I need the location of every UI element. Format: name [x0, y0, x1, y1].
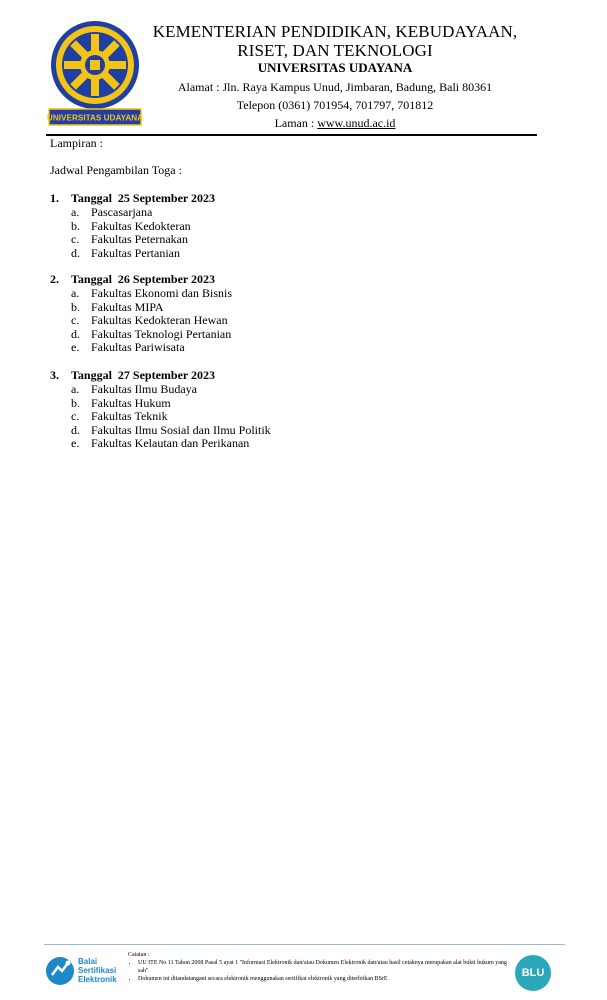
item-text: Fakultas Teknik	[91, 409, 168, 423]
section-title: Tanggal 25 September 2023	[71, 191, 216, 205]
section-title: Tanggal 26 September 2023	[71, 272, 216, 286]
schedule-heading: Jadwal Pengambilan Toga :	[50, 163, 182, 177]
phone: Telepon (0361) 701954, 701797, 701812	[236, 98, 434, 112]
item-letter: e.	[71, 340, 80, 354]
item-text: Fakultas Ilmu Sosial dan Ilmu Politik	[91, 422, 271, 437]
section-number: 2.	[50, 272, 59, 286]
ministry-line-1: KEMENTERIAN PENDIDIKAN, KEBUDAYAAN,	[152, 22, 518, 41]
section-number: 3.	[50, 368, 59, 382]
item-letter: b.	[71, 299, 80, 314]
item-letter: b.	[71, 218, 80, 233]
website-link[interactable]: www.unud.ac.id	[317, 116, 396, 130]
item-letter: a.	[71, 286, 80, 300]
item-letter: d.	[71, 326, 80, 341]
item-letter: a.	[71, 382, 80, 396]
bsre-line-2: Sertifikasi	[78, 966, 117, 975]
footer-rule	[44, 944, 565, 945]
item-text: Fakultas Peternakan	[91, 232, 188, 246]
item-text: Fakultas Ekonomi dan Bisnis	[91, 286, 232, 300]
blu-badge: BLU	[515, 955, 551, 991]
item-letter: e.	[71, 436, 80, 450]
item-text: Fakultas MIPA	[91, 299, 164, 314]
item-text: Fakultas Kelautan dan Perikanan	[91, 436, 250, 450]
item-text: Fakultas Ilmu Budaya	[91, 382, 197, 396]
item-text: Fakultas Pariwisata	[91, 340, 185, 354]
item-text: Fakultas Kedokteran Hewan	[91, 313, 228, 327]
notes-title: Catatan :	[128, 952, 150, 958]
bsre-emblem-icon	[44, 955, 76, 987]
item-letter: d.	[71, 422, 80, 437]
note-item: • UU ITE No 11 Tahun 2008 Pasal 5 ayat 1 "Informasi Elektronik dan/atau Dokumen Elektronik dan/atau hasil cetaknya merupakan alat bukti hukum yang sah"	[138, 959, 518, 975]
item-letter: b.	[71, 395, 80, 410]
item-letter: c.	[71, 232, 80, 246]
item-text: Fakultas Hukum	[91, 395, 171, 410]
item-letter: d.	[71, 245, 80, 260]
letterhead-rule	[46, 134, 537, 136]
footer-notes	[128, 951, 518, 983]
note-item: • Dokumen ini ditandatangani secara elektronik menggunakan sertifikat elektronik yang diterbitkan BSrE	[138, 975, 518, 983]
item-text: Fakultas Teknologi Pertanian	[91, 326, 232, 341]
item-letter: c.	[71, 313, 80, 327]
item-letter: c.	[71, 409, 80, 423]
section-title: Tanggal 27 September 2023	[71, 368, 216, 382]
bsre-line-1: Balai	[78, 957, 98, 966]
section-number: 1.	[50, 191, 59, 205]
ministry-line-2: RISET, DAN TEKNOLOGI	[237, 41, 433, 60]
university-name: UNIVERSITAS UDAYANA	[257, 60, 413, 75]
item-text: Fakultas Pertanian	[91, 245, 180, 260]
attachment-label: Lampiran :	[50, 136, 103, 150]
website-label: Laman :	[274, 116, 318, 130]
item-letter: a.	[71, 205, 80, 219]
website-line	[130, 116, 540, 131]
bsre-wordmark	[78, 957, 117, 984]
logo-text: UNIVERSITAS UDAYANA	[46, 113, 144, 123]
address: Alamat : Jln. Raya Kampus Unud, Jimbaran, Badung, Bali 80361	[177, 80, 493, 94]
item-text: Fakultas Kedokteran	[91, 218, 191, 233]
item-text: Pascasarjana	[91, 205, 153, 219]
bsre-line-3: Elektronik	[78, 975, 117, 984]
